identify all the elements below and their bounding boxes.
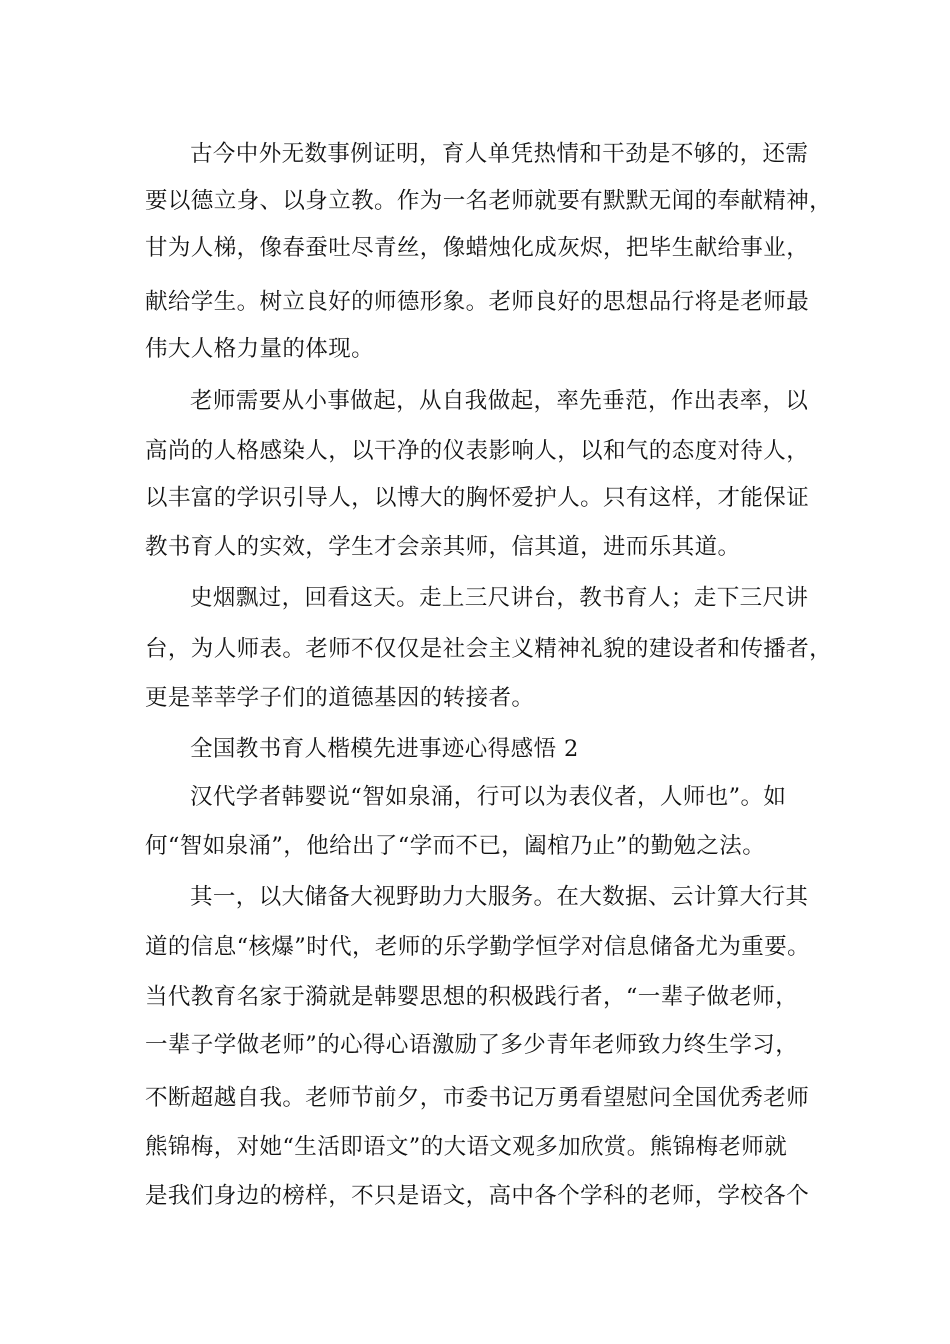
- paragraph-5-line-3: 当代教育名家于漪就是韩婴思想的积极践行者，“一辈子做老师，: [145, 984, 799, 1010]
- paragraph-2-line-4: 教书育人的实效，学生才会亲其师，信其道，进而乐其道。: [145, 534, 741, 560]
- paragraph-3-line-3: 更是莘莘学子们的道德基因的转接者。: [145, 685, 535, 711]
- paragraph-1-line-1: 古今中外无数事例证明，育人单凭热情和干劲是不够的，还需: [190, 141, 809, 167]
- paragraph-5-line-4: 一辈子学做老师”的心得心语激励了多少青年老师致力终生学习，: [145, 1032, 799, 1058]
- paragraph-3-line-2: 台，为人师表。老师不仅仅是社会主义精神礼貌的建设者和传播者，: [145, 636, 833, 662]
- section-heading: 全国教书育人楷模先进事迹心得感悟 2: [190, 736, 579, 762]
- paragraph-1-line-4: 献给学生。树立良好的师德形象。老师良好的思想品行将是老师最: [145, 289, 810, 315]
- paragraph-3-line-1: 史烟飘过，回看这天。走上三尺讲台，教书育人；走下三尺讲: [190, 585, 809, 611]
- paragraph-1-line-2: 要以德立身、以身立教。作为一名老师就要有默默无闻的奉献精神，: [145, 188, 833, 214]
- paragraph-5-line-1: 其一，以大储备大视野助力大服务。在大数据、云计算大行其: [190, 884, 809, 910]
- paragraph-2-line-1: 老师需要从小事做起，从自我做起，率先垂范，作出表率，以: [190, 388, 809, 414]
- paragraph-2-line-3: 以丰富的学识引导人，以博大的胸怀爱护人。只有这样，才能保证: [145, 485, 810, 511]
- paragraph-5-line-7: 是我们身边的榜样，不只是语文，高中各个学科的老师，学校各个: [145, 1183, 810, 1209]
- paragraph-5-line-6: 熊锦梅，对她“生活即语文”的大语文观多加欣赏。熊锦梅老师就: [145, 1134, 788, 1160]
- paragraph-5-line-2: 道的信息“核爆”时代，老师的乐学勤学恒学对信息储备尤为重要。: [145, 934, 811, 960]
- paragraph-1-line-3: 甘为人梯，像春蚕吐尽青丝，像蜡烛化成灰烬，把毕生献给事业，: [145, 235, 810, 261]
- paragraph-5-line-5: 不断超越自我。老师节前夕，市委书记万勇看望慰问全国优秀老师: [145, 1085, 810, 1111]
- paragraph-4-line-1: 汉代学者韩婴说“智如泉涌，行可以为表仪者，人师也”。如: [190, 784, 787, 810]
- paragraph-2-line-2: 高尚的人格感染人，以干净的仪表影响人，以和气的态度对待人，: [145, 438, 810, 464]
- paragraph-1-line-5: 伟大人格力量的体现。: [145, 336, 375, 362]
- paragraph-4-line-2: 何“智如泉涌”，他给出了“学而不已，阖棺乃止”的勤勉之法。: [145, 833, 766, 859]
